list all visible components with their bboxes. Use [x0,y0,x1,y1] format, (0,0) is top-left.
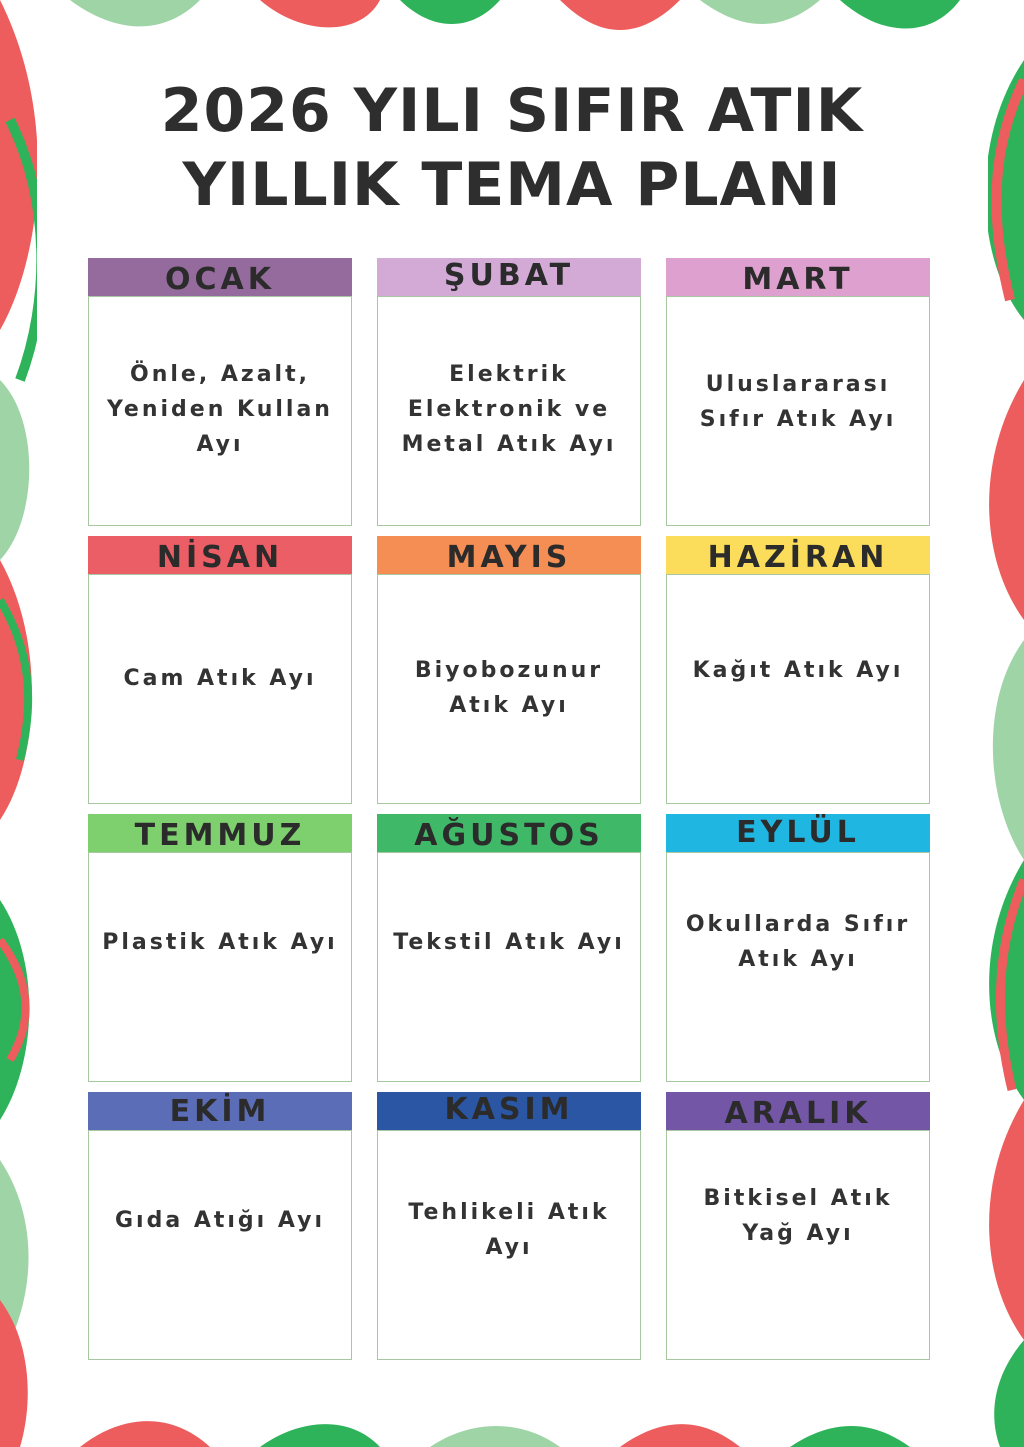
theme-line: Gıda Atığı Ayı [114,1208,325,1233]
theme-line: Ayı [196,432,244,457]
month-header: EKİM [88,1092,352,1130]
theme-line: Atık Ayı [738,947,858,972]
month-card-mart [666,258,930,526]
month-theme [673,907,923,977]
month-card-ekim [88,1092,352,1360]
theme-line: Cam Atık Ayı [123,666,317,691]
theme-line: Kağıt Atık Ayı [692,658,904,683]
month-body [377,852,641,1082]
title-line-1: 2026 YILI SIFIR ATIK [160,76,864,146]
month-theme [673,367,923,437]
month-header: EYLÜL [666,814,930,852]
theme-line: Sıfır Atık Ayı [699,407,897,432]
month-header: ARALIK [666,1092,930,1130]
theme-line: Tekstil Atık Ayı [393,930,625,955]
month-body [88,296,352,526]
month-header: NİSAN [88,536,352,574]
month-body [666,1130,930,1360]
month-card-mayis [377,536,641,804]
month-header: MAYIS [377,536,641,574]
month-card-kasim [377,1092,641,1360]
theme-line: Biyobozunur [414,658,604,683]
month-card-agustos [377,814,641,1082]
theme-line: Okullarda Sıfır [685,912,911,937]
month-theme [384,357,634,462]
month-theme [95,1203,345,1238]
theme-line: Metal Atık Ayı [401,432,617,457]
month-card-subat [377,258,641,526]
theme-line: Atık Ayı [449,693,569,718]
month-theme [95,925,345,960]
month-card-haziran [666,536,930,804]
month-theme [673,653,923,688]
month-body [88,852,352,1082]
month-header: OCAK [88,258,352,296]
month-card-temmuz [88,814,352,1082]
title-line-2: YILLIK TEMA PLANI [182,150,842,220]
theme-line: Önle, Azalt, [130,362,310,387]
month-header: ŞUBAT [377,258,641,296]
theme-line: Uluslararası [705,372,891,397]
page-title [0,74,1024,222]
month-body [666,296,930,526]
theme-line: Ayı [485,1235,533,1260]
month-card-aralik [666,1092,930,1360]
month-body [88,574,352,804]
month-theme [95,661,345,696]
month-body [88,1130,352,1360]
theme-line: Tehlikeli Atık [408,1200,610,1225]
month-card-ocak [88,258,352,526]
month-header: TEMMUZ [88,814,352,852]
month-body [377,1130,641,1360]
month-body [666,574,930,804]
theme-line: Plastik Atık Ayı [102,930,338,955]
month-body [377,296,641,526]
theme-line: Bitkisel Atık [703,1186,893,1211]
theme-line: Yağ Ayı [742,1221,854,1246]
month-header: HAZİRAN [666,536,930,574]
month-theme [384,1195,634,1265]
theme-line: Yeniden Kullan [107,397,333,422]
month-header: KASIM [377,1092,641,1130]
month-theme [384,653,634,723]
month-theme [384,925,634,960]
month-body [377,574,641,804]
month-card-eylul [666,814,930,1082]
month-theme [95,357,345,462]
month-body [666,852,930,1082]
month-theme [673,1181,923,1251]
month-header: MART [666,258,930,296]
theme-line: Elektrik [449,362,569,387]
theme-line: Elektronik ve [407,397,611,422]
month-header: AĞUSTOS [377,814,641,852]
month-card-nisan [88,536,352,804]
